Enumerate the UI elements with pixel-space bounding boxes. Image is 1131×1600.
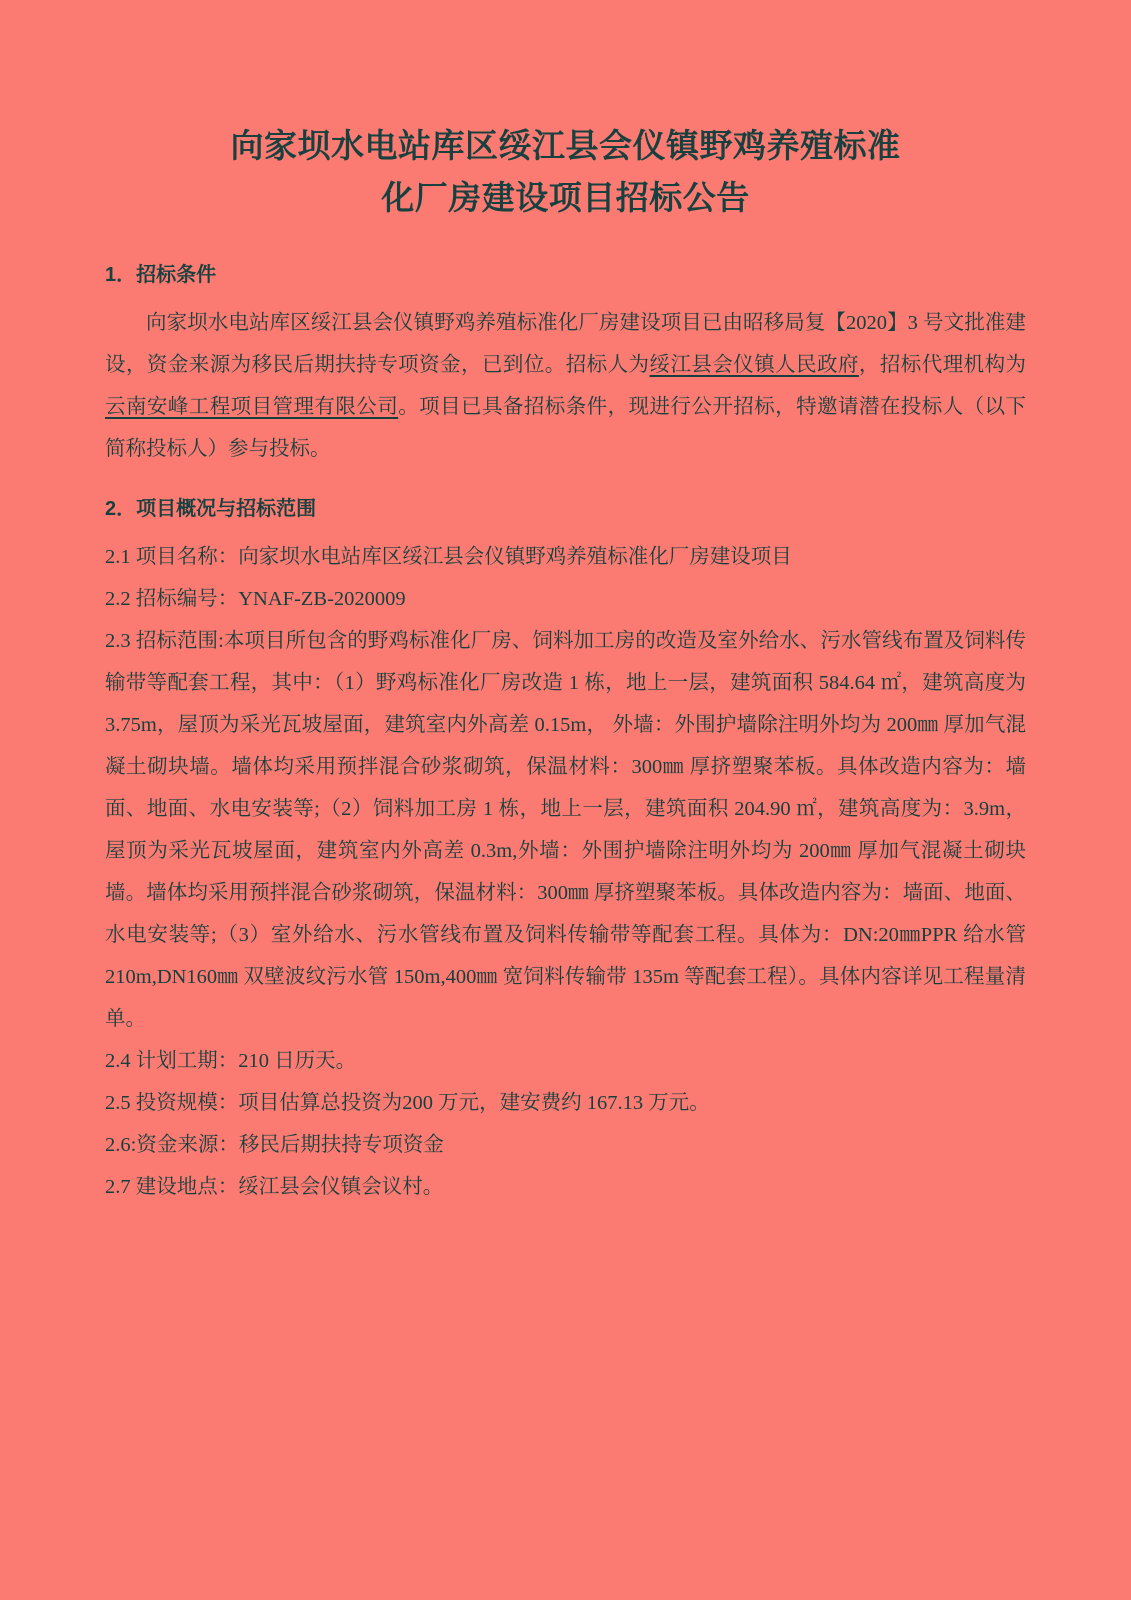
item-2-4: 2.4 计划工期：210 日历天。 [105,1050,357,1072]
item-2-7: 2.7 建设地点：绥江县会仪镇会议村。 [105,1176,444,1198]
page-title [105,120,1026,224]
item-2-6: 2.6:资金来源：移民后期扶持专项资金 [105,1134,444,1156]
section-1-text-start: 向家坝水电站库区绥江县会仪镇野鸡养殖标准化厂房建设项目已由昭移局复【2020】3 号文批准建设，资金来源为移民后期扶持专项资金，已到位。招标人为 [105,312,1026,376]
section-1-paragraph [105,302,1026,470]
section-heading-1: 1．招标条件 [105,264,217,286]
item-2-1: 2.1 项目名称：向家坝水电站库区绥江县会仪镇野鸡养殖标准化厂房建设项目 [105,546,792,568]
page-title-line-2: 化厂房建设项目招标公告 [381,179,750,216]
page-title-line-1: 向家坝水电站库区绥江县会仪镇野鸡养殖标准 [230,127,901,164]
item-2-2: 2.2 招标编号：YNAF-ZB-2020009 [105,588,406,610]
section-1-underline-tenderer: 绥江县会仪镇人民政府 [649,354,859,376]
item-2-3: 2.3 招标范围:本项目所包含的野鸡标准化厂房、饲料加工房的改造及室外给水、污水管线布置及饲料传输带等配套工程，其中：（1）野鸡标准化厂房改造 1 栋，地上一层，建筑面积 584.64 ㎡，建筑高度为 3.75m，屋顶为采光瓦坡屋面，建筑室内外高差 0.15m， 外墙：外围护墙除注明外均为 200㎜ 厚加气混凝土砌块墙。墙体均采用预拌混合砂浆砌筑，保温材料：300㎜ 厚挤塑聚苯板。具体改造内容为：墙面、地面、水电安装等;（2）饲料加工房 1 栋，地上一层，建筑面积 204.90 ㎡，建筑高度为：3.9m，屋顶为采光瓦坡屋面，建筑室内外高差 0.3m,外墙：外围护墙除注明外均为 200㎜ 厚加气混凝土砌块墙。墙体均采用预拌混合砂浆砌筑，保温材料：300㎜ 厚挤塑聚苯板。具体改造内容为：墙面、地面、水电安装等;（3）室外给水、污水管线布置及饲料传输带等配套工程。具体为：DN:20㎜PPR 给水管 210m,DN160㎜ 双壁波纹污水管 150m,400㎜ 宽饲料传输带 135m 等配套工程）。具体内容详见工程量清单。 [105,630,1026,1030]
section-1-text-end: 。项目已具备招标条件，现进行公开招标，特邀请潜在投标人（以下简称投标人）参与投标。 [105,396,1026,460]
section-1-underline-agency: 云南安峰工程项目管理有限公司 [105,396,399,418]
section-heading-2: 2．项目概况与招标范围 [105,498,317,520]
item-2-5: 2.5 投资规模：项目估算总投资为200 万元，建安费约 167.13 万元。 [105,1092,710,1114]
section-1-text-mid: ，招标代理机构为 [858,354,1027,376]
